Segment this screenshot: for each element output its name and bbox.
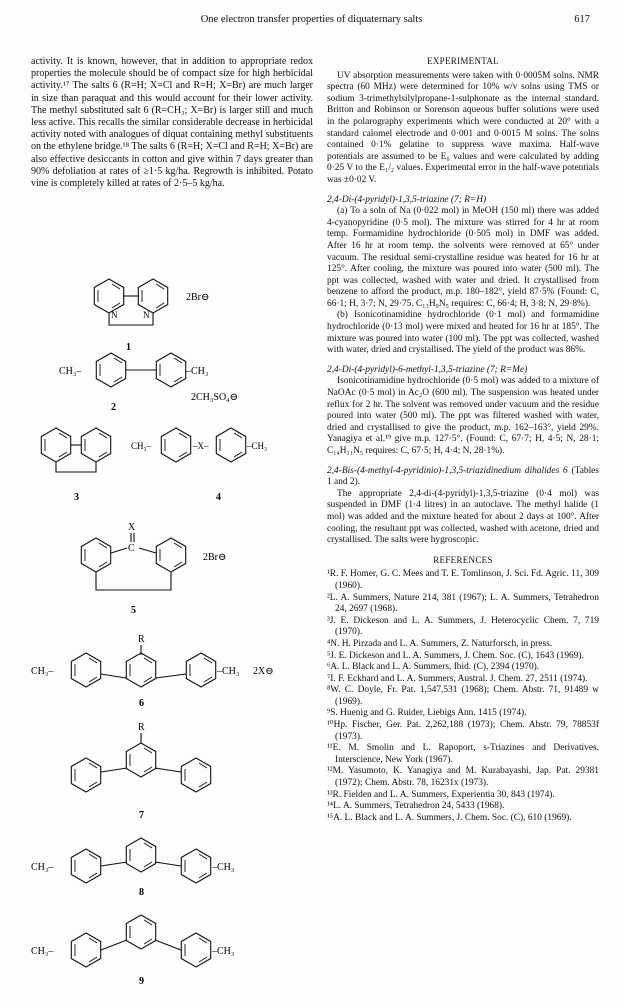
structure-1-number: 1 (126, 342, 131, 353)
reference-item: ¹³R. Fielden and L. A. Summers, Experientia 30, 843 (1974). (327, 789, 555, 800)
reference-item: ³J. E. Dickeson and L. A. Summers, J. Heterocyclic Chem. 7, 719 (1970). (327, 615, 599, 638)
structure-2 (59, 353, 238, 413)
section-heading-7-me: 2,4-Di-(4-pyridyl)-6-methyl-1,3,5-triazine (7; R=Me) (327, 364, 528, 375)
structure-4-bridge: –X– (193, 441, 209, 451)
running-header (0, 14, 623, 28)
experimental-body: UV absorption measurements were taken with 0·0005M solns. NMR spectra (60 MHz) were determined for 10% w/v solns using TMS or sodium 3-trimethylsilylpropane-1-sulphonate as the internal standard. Britton and Robinson or Sorenson aqueous buffer solutions were used in the polarography experiments which were conducted at 20° with a standard calomel electrode and 0·001 and 0·0015 M solns. The solns contained 0·1% gelatine to suppress wave maxima. Half-wave potentials are assumed to be E₀ values and were calculated by adding 0·25 V to the E₁/₂ values. Experimental error in the half-wave potentials was ±0·02 V. (327, 70, 599, 185)
reference-item: ¹⁰Hp. Fischer, Ger. Pat. 2,262,188 (1973); Chem. Abstr. 79, 78853f (1973). (327, 720, 599, 742)
reference-item: ¹⁵A. L. Black and L. A. Summers, J. Chem. Soc. (C), 610 (1969). (327, 812, 572, 823)
references (327, 555, 599, 825)
structure-9-right-group: –CH₃ (212, 946, 235, 957)
structure-4 (131, 428, 267, 503)
structure-6-number: 6 (139, 698, 144, 709)
section-6-title: 2,4-Bis-(4-methyl-4-pyridinio)-1,3,5-triazidinedium dihalides 6 (327, 465, 568, 476)
reference-item: ²L. A. Summers, Nature 214, 381 (1967); L. A. Summers, Tetrahedron 24, 2697 (1968). (327, 592, 599, 615)
structure-5-x: X (128, 522, 136, 533)
right-column (327, 56, 599, 824)
section-heading-6 (327, 466, 599, 489)
running-title: One electron transfer properties of diquaternary salts (200, 14, 423, 25)
structure-9-number: 9 (139, 976, 144, 987)
section-7-b: (b) Isonicotinamidine hydrochloride (0·1 mol) and formamidine hydrochloride (0·13 mol) were mixed and heated for 16 hr at 185°. The mixture was poured into water (100 ml). The ppt was collected, washed with water, dried and crystallised. The yield of the product was 86%. (327, 310, 599, 356)
svg-text:N: N (111, 310, 118, 320)
structure-9 (31, 915, 234, 987)
structure-1 (94, 279, 209, 353)
structure-5-counterion: 2Br⊖ (203, 552, 227, 563)
left-column (31, 56, 313, 190)
structure-5-c: C (128, 543, 135, 554)
structure-8 (31, 838, 234, 898)
reference-item: ¹²M. Yasumoto, K. Yanagiya and M. Kurabayashi, Jap. Pat. 29381 (1972); Chem. Abstr. 78, 16231x (1973). (327, 766, 599, 789)
structure-2-counterion: 2CH₃SO₄⊖ (191, 392, 239, 403)
reference-item: ⁹S. Huenig and G. Ruider, Liebigs Ann. 1415 (1974). (327, 708, 527, 719)
structure-7-number: 7 (139, 810, 144, 821)
structure-8-left-group: CH₃– (31, 862, 54, 873)
structure-8-right-group: –CH₃ (212, 862, 235, 873)
structure-6-counterion: 2X⊖ (253, 666, 274, 677)
chemical-structures (31, 270, 313, 990)
structure-6-r: R (138, 634, 145, 645)
structure-5 (81, 522, 226, 616)
reference-item: ¹⁴L. A. Summers, Tetrahedron 24, 5433 (1968). (327, 801, 505, 812)
structure-2-right-group: –CH₃ (186, 366, 209, 377)
structure-2-left-group: CH₃– (59, 366, 82, 377)
structure-3 (41, 428, 110, 503)
page-number: 617 (574, 14, 590, 25)
section-7-a: (a) To a soln of Na (0·022 mol) in MeOH (150 ml) there was added 4-cyanopyridine (0·5 mol). The mixture was stirred for 4 hr at room temp. Formamidine hydrochloride (0·505 mol) in DMF was added. After 16 hr at room temp. the solvents were removed at 65° under vacuum. The residual semi-crystalline residue was heated for 16 hr at 125°. After cooling, the mixture was poured into water (500 ml). The ppt was collected, washed with water and dried. It crystallised from benzene to afford the product, m.p. 180–182°, yield 87·5% (Found: C, 66·1; H, 3·7; N, 29·75. C₁₃H₉N₅ requires: C, 66·4; H, 3·8; N, 29·8%). (327, 206, 599, 309)
section-7-me-body: Isonicotinamidine hydrochloride (0·5 mol) was added to a mixture of NaOAc (0·5 mol) in Ac₂O (600 ml). The suspension was heated under reflux for 2 hr. The solvent was removed under vacuum and the residue poured into water (500 ml). The ppt was filtered washed with water, dried and crystallised to give the product, m.p. 162–163°, yield 29%. Yanagiya et al.¹⁹ give m.p. 127·5°. (Found: C, 67·7; H, 4·5; N, 28·1; C₁₄H₁₁N₅ requires: C, 67·5; H, 4·4; N, 28·1%). (327, 376, 599, 456)
structure-6 (31, 634, 274, 709)
references-heading: REFERENCES (433, 554, 493, 565)
structure-1-counterion: 2Br⊖ (186, 292, 210, 303)
reference-item: ⁵J. E. Dickeson and L. A. Summers, J. Chem. Soc. (C), 1643 (1969). (327, 650, 584, 661)
reference-item: ¹R. F. Homer, G. C. Mees and T. E. Tomlinson, J. Sci. Fd. Agric. 11, 309 (1960). (327, 569, 599, 591)
structure-3-number: 3 (74, 492, 79, 503)
section-6-tail: (Tables 1 and 2). (327, 465, 599, 488)
body-paragraph: activity. It is known, however, that in addition to appropriate redox properties the molecule should be of compact size for high herbicidal activity.¹⁷ The salts 6 (R=H; X=Cl and R=H; X=Br) are much larger in size than paraquat and this would account for their lower activity. The methyl substituted salt 6 (R=CH₃; X=Br) is larger still and much less active. This recalls the similar considerable decrease in herbicidal activity noted with analogues of diquat containing methyl substituents on the ethylene bridge.¹⁸ The salts 6 (R=H; X=Cl and R=H; X=Br) are also effective desiccants in cotton and give within 7 days greater than 90% defoliation at rates of ≥1·5 kg/ha. Regrowth is inhibited. Potato vine is completely killed at rates of 2·5–5 kg/ha. (31, 56, 313, 190)
structure-7-r: R (138, 722, 145, 733)
structure-8-number: 8 (139, 887, 144, 898)
reference-item: ⁷I. F. Eckhard and L. A. Summers, Austral. J. Chem. 27, 2511 (1974). (327, 673, 588, 684)
structure-7 (71, 722, 210, 821)
structure-6-right-group: –CH₃ (217, 666, 240, 677)
structure-4-right-group: –CH₃ (247, 441, 268, 451)
section-6-body: The appropriate 2,4-di-(4-pyridyl)-1,3,5-triazine (0·4 mol) was suspended in DMF (1·4 litres) in an autoclave. The methyl halide (1 mol) was added and the mixture heated for about 2 days at 100°. After cooling, the resultant ppt was collected, washed with acetone, dried and crystallised. The salts were hygroscopic. (327, 488, 599, 546)
structure-4-number: 4 (216, 492, 221, 503)
structure-6-left-group: CH₃– (31, 666, 54, 677)
structure-2-number: 2 (111, 402, 116, 413)
reference-item: ⁴N. H. Pirzada and L. A. Summers, Z. Naturforsch, in press. (327, 638, 553, 649)
reference-item: ⁸W. C. Doyle, Fr. Pat. 1,547,531 (1968); Chem. Abstr. 71, 91489 w (1969). (327, 685, 599, 707)
experimental-heading: EXPERIMENTAL (427, 56, 499, 66)
svg-text:N: N (143, 310, 150, 320)
reference-item: ¹¹E. M. Smolin and L. Rapoport, s-Triazines and Derivatives. Interscience, New York (1967). (327, 743, 599, 765)
reference-item: ⁶A. L. Black and L. A. Summers, Ibid. (C), 2394 (1970). (327, 662, 540, 673)
section-heading-7-h: 2,4-Di-(4-pyridyl)-1,3,5-triazine (7; R=H) (327, 194, 487, 205)
structure-9-left-group: CH₃– (31, 946, 54, 957)
structure-5-number: 5 (131, 605, 136, 616)
structure-4-left-group: CH₃– (131, 441, 152, 451)
